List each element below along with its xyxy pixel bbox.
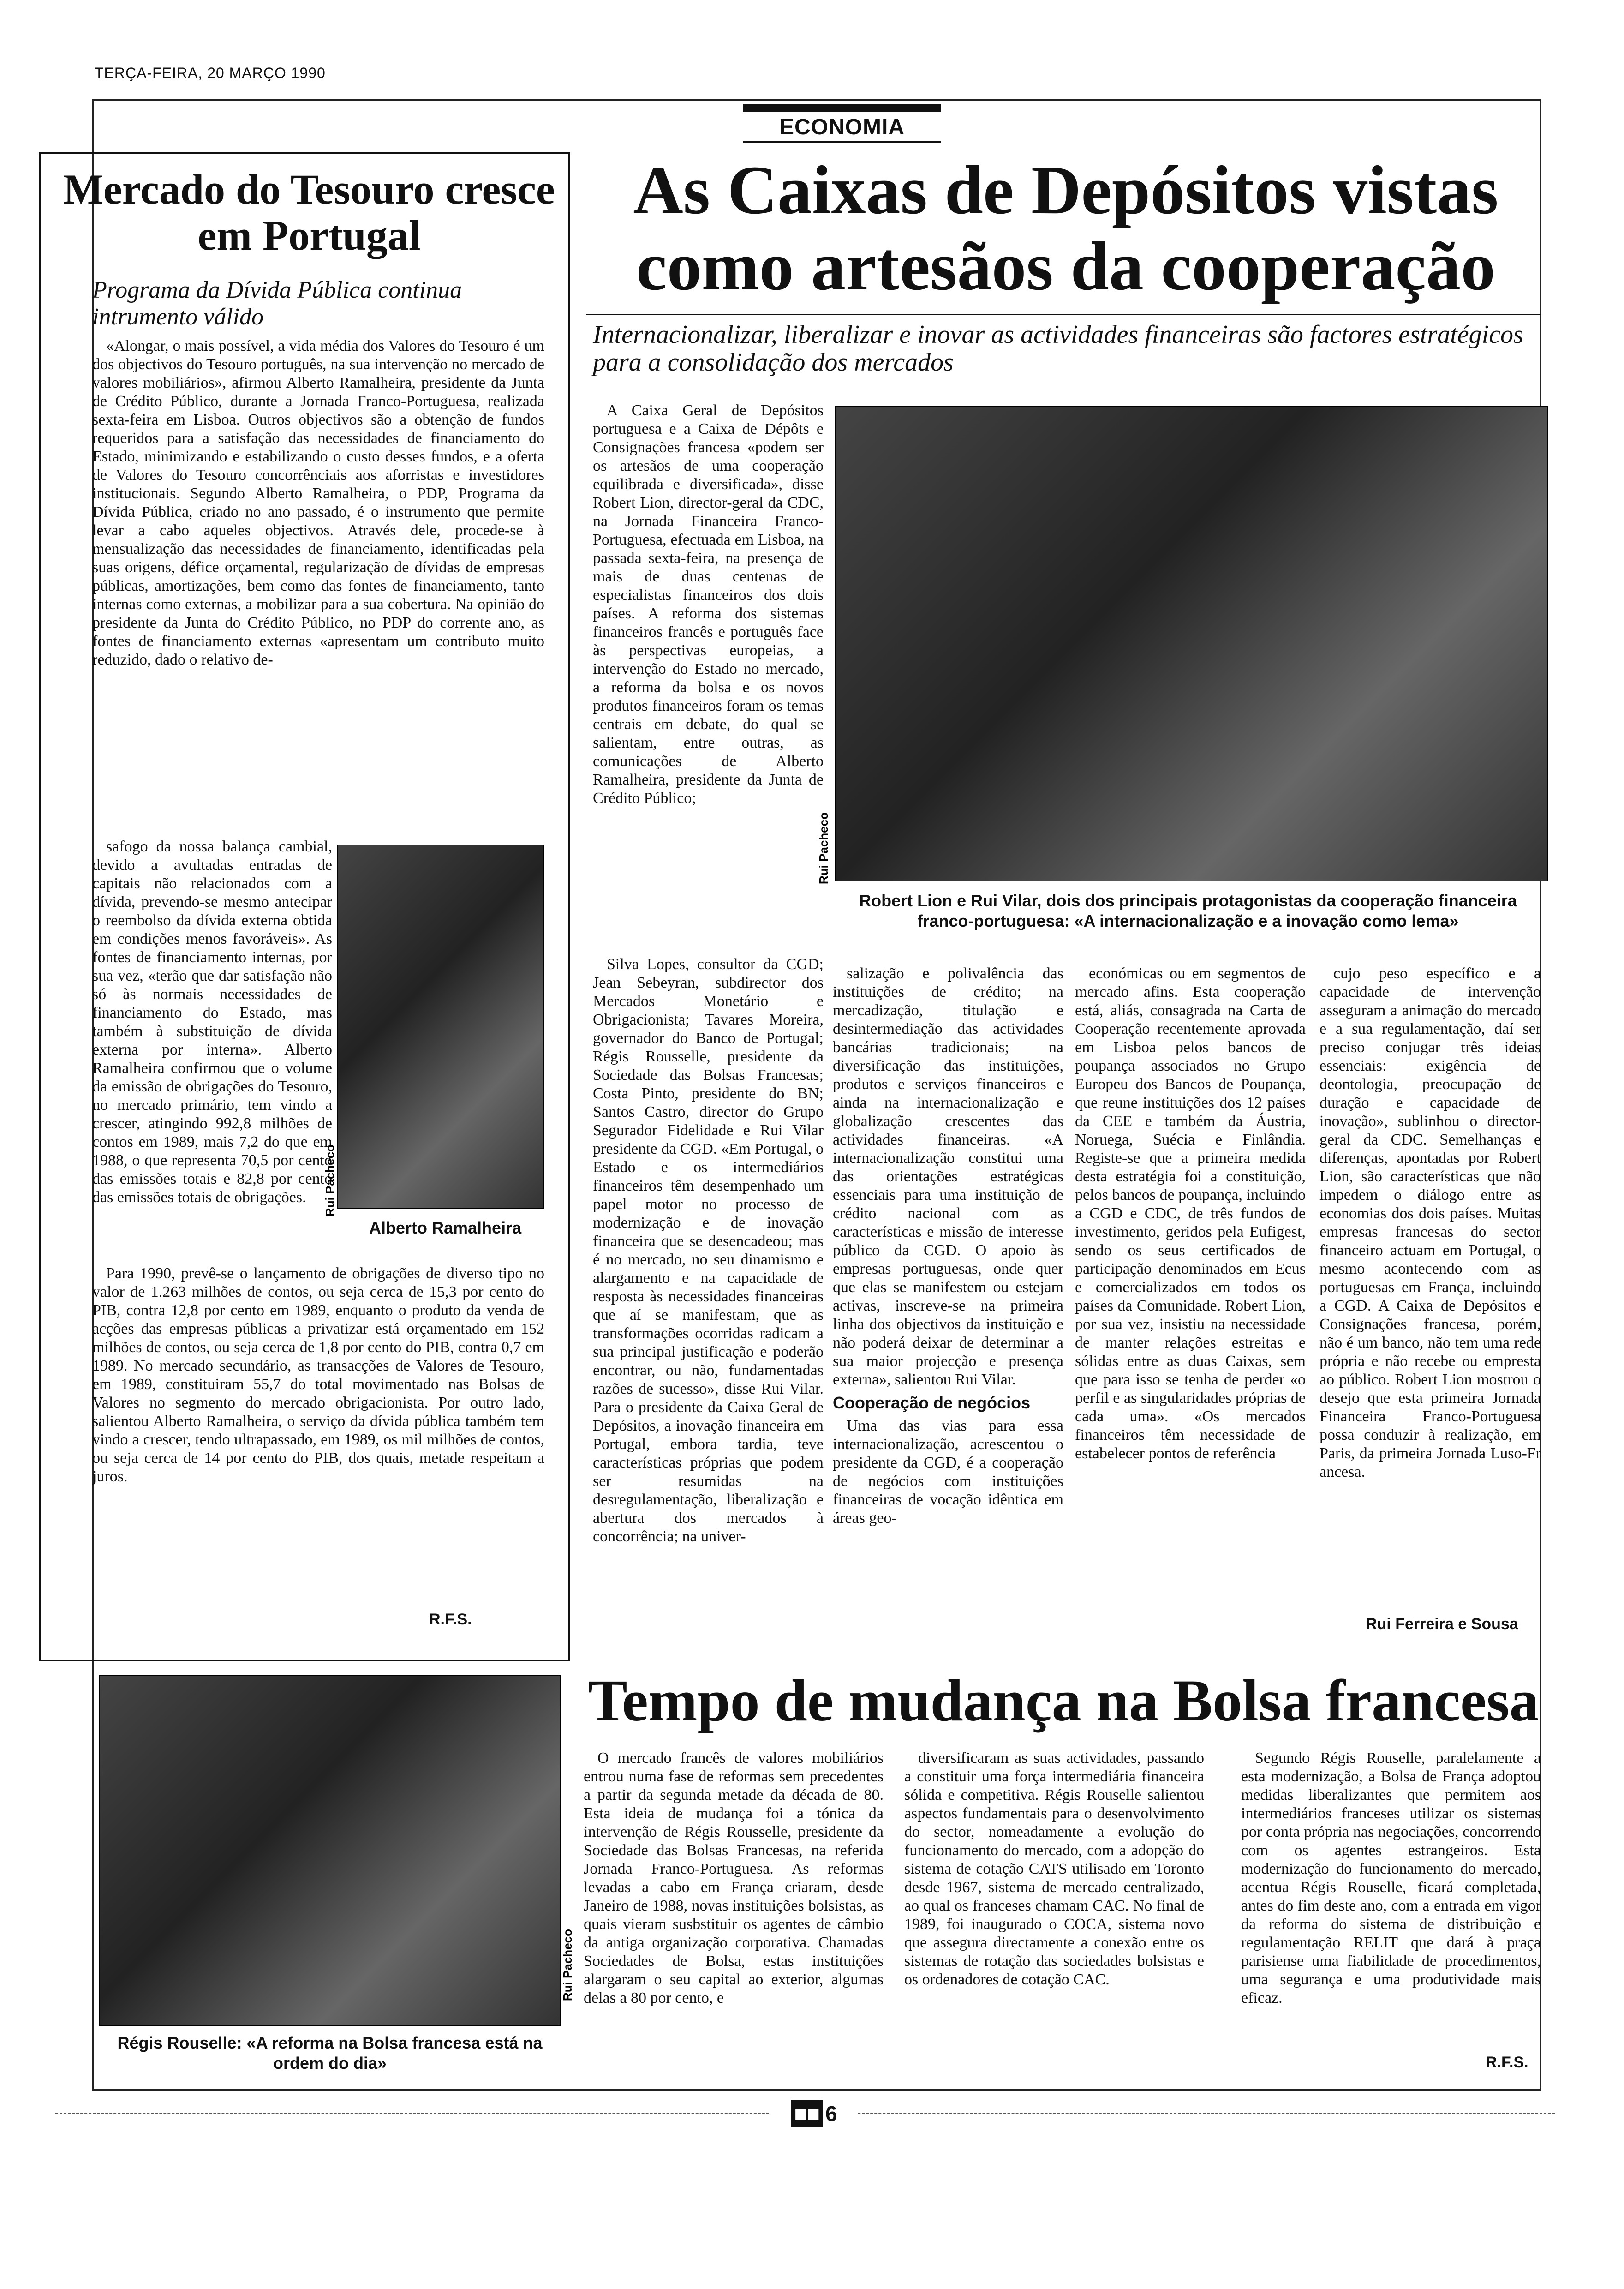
- regis-rousselle-photo: [99, 1675, 561, 2026]
- left-story-title: Mercado do Tesouro cresce em Portugal: [63, 166, 555, 259]
- left-story-text-a: «Alongar, o mais possível, a vida média dos Valores do Tesouro é um dos objectivos do Tesouro português, na sua intervenção no mercado de valores mobiliários», afirmou Alberto Ramalheira, presidente da Junta de Crédito Público, durante a Jornada Franco-Portuguesa, realizada sexta-feira em Lisboa. Outros objectivos são a obtenção de fundos requeridos para a satisfação das necessidades de financiamento do Estado, minimizando e estabilizando o custo desses fundos, e a oferta de Valores do Tesouro concorrênciais aos aforristas e investidores institucionais. Segundo Alberto Ramalheira, o PDP, Programa da Dívida Pública, criado no ano passado, é o instrumento que permite levar a cabo aqueles objectivos. Através dele, procede-se à mensualização das necessidades de financiamento, identificadas pela suas origens, défice orçamental, regularização de dívidas de empresas públicas, amortizações, bem como das fontes de financiamento, tanto internas como externas, a mobilizar para a sua cobertura. Na opinião do presidente da Junta do Crédito Público, no PDP do corrente ano, as fontes de financiamento externas «apresentam um contributo muito reduzido, dado o relativo de-: [92, 337, 544, 668]
- main-story-column-3: económicas ou em segmentos de mercado afins. Esta cooperação está, aliás, consagrada na Carta de Cooperação recentemente aprovada em Lisboa pelos bancos de poupança associados no Grupo Europeu dos Bancos de Poupança, que reune instituições dos 12 países da CEE e também da Áustria, Noruega, Suécia e Finlândia. Registe-se que a primeira medida desta estratégia foi a constituição, pelos bancos de poupança, incluindo a CGD e CDC, de três fundos de investimento, geridos pela Eufigest, sendo os seus certificados de participação denominados em Ecus e comercializados em todos os países da Comunidade. Robert Lion, por sua vez, insistiu na necessidade de manter relações estreitas e sólidas entre as duas Caixas, sem que para isso se tenha de perder «o perfil e as singularidades próprias de cada uma». «Os mercados financeiros têm necessidade de estabelecer pontos de referência: [1075, 965, 1306, 1462]
- left-story-text-c: Para 1990, prevê-se o lançamento de obrigações de diverso tipo no valor de 1.263 milhões de contos, ou seja cerca de 15,3 por cento do PIB, contra 12,8 por cento em 1989, enquanto o produto da venda de acções das empresas públicas a privatizar está orçamentado em 152 milhões de contos, ou seja cerca de 1,8 por cento do PIB, contra 0,7 em 1989. No mercado secundário, as transacções de Valores de Tesouro, em 1989, constituiram 55,7 do total movimentado nas Bolsas de Valores no segmento do mercado obrigacionista. Por outro lado, salientou Alberto Ramalheira, o serviço da dívida pública também tem vindo a crescer, tendo ultrapassado, em 1989, os mil milhões de contos, ou seja cerca de 14 por cento do PIB, dos quais, metade respeitam a juros.: [92, 1265, 544, 1485]
- main-story-column-2: salização e polivalência das instituições de crédito; na mercadização, titulação e desintermediação das actividades bancárias tradicionais; na diversificação das instituições, produtos e serviços financeiros e ainda na internacionalização e globalização crescentes das actividades financeiras. «A internacionalização constitui uma das orientações estratégicas essenciais para uma instituição de crédito nacional com as características e missão de interesse público da CGD. O apoio às empresas portuguesas, onde quer que elas se manifestem ou estejam activas, inscreve-se na primeira linha dos objectivos da instituição e não poderá deixar de determinar a sua maior projecção e presença externa», salientou Rui Vilar. Cooperação de negócios Uma das vias para essa internacionalização, acrescentou o presidente da CGD, é a cooperação de negócios com instituições financeiras de vocação idêntica em áreas geo-: [833, 965, 1063, 1527]
- main-story-column-1b: Silva Lopes, consultor da CGD; Jean Sebeyran, subdirector dos Mercados Monetário e Obrigacionista; Tavares Moreira, governador do Banco de Portugal; Régis Rousselle, presidente da Sociedade das Bolsas Francesas; Costa Pinto, presidente do BN; Santos Castro, director do Grupo Segurador Fidelidade e Rui Vilar presidente da CGD. «Em Portugal, o Estado e os intermediários financeiros têm desempenhado um papel motor no processo de modernização e de inovação financeira que se desencadeou; mas é no mercado, no seu dinamismo e alargamento e na capacidade de resposta às necessidades financeiras que aí se manifestam, que as transformações ocorridas radicam a sua principal justificação e poderão encontrar, ou não, fundamentadas razões de sucesso», disse Rui Vilar. Para o presidente da Caixa Geral de Depósitos, a inovação financeira em Portugal, embora tardia, teve características próprias que podem ser resumidas na desregulamentação, liberalização e abertura dos mercados à concorrência; na univer-: [593, 956, 824, 1545]
- page-number: ■■ 6: [770, 2100, 858, 2127]
- logo-mark: ■■: [791, 2100, 823, 2127]
- section-label: ECONOMIA: [779, 115, 905, 139]
- main-story-column-1: A Caixa Geral de Depósitos portuguesa e a Caixa de Dépôts e Consignações francesa «podem ser os artesãos de uma cooperação equilibrada e diversificada», disse Robert Lion, director-geral da CDC, na Jornada Financeira Franco-Portuguesa, efectuada em Lisboa, na passada sexta-feira, na presença de mais de duas centenas de especialistas financeiros dos dois países. A reforma dos sistemas financeiros francês e português face às perspectivas europeias, a intervenção do Estado no mercado, a reforma da bolsa e os novos produtos financeiros foram os temas centrais em debate, do qual se salientam, entre outras, as comunicações de Alberto Ramalheira, presidente da Junta de Crédito Público;: [593, 402, 824, 807]
- left-story-signature: R.F.S.: [429, 1611, 472, 1628]
- left-story-text-b: safogo da nossa balança cambial, devido a avultadas entradas de capitais não relacionados com a dívida, prevendo-se mesmo antecipar o reembolso da dívida externa obtida em condições menos favoráveis». As fontes de financiamento internas, por sua vez, «terão que dar satisfação não só às normais necessidades de financiamento do Estado, mas também à substituição de dívida externa por interna». Alberto Ramalheira confirmou que o volume da emissão de obrigações do Tesouro, no mercado primário, tem vindo a crescer, atingindo 992,8 milhões de contos em 1989, mais 7,2 do que em 1988, o que representa 70,5 por cento das emissões totais e 82,8 por cento das emissões totais de obrigações.: [92, 838, 332, 1206]
- section-bar: [743, 104, 941, 112]
- main-story-column-4: cujo peso específico e a capacidade de intervenção asseguram a animação do mercado e a sua regulamentação, daí ser preciso conjugar três ideias essenciais: exigência de deontologia, preocupação de duração e capacidade de inovação», sublinhou o director-geral da CDC. Semelhanças e diferenças, apontadas por Robert Lion, são características que não impedem o diálogo entre as economias dos dois países. Muitas empresas francesas do sector financeiro actuam em Portugal, o mesmo acontecendo com as portuguesas em França, incluindo a CGD. A Caixa de Depósitos e Consignações francesa, porém, não é um banco, não tem uma rede própria e não recebe ou empresta ao público. Robert Lion mostrou o desejo que esta primeira Jornada Financeira Franco-Portuguesa possa conduzir à realização, em Paris, da primeira Jornada Luso-Fr ancesa.: [1320, 965, 1541, 1480]
- main-story-title: As Caixas de Depósitos vistas como artesãos da cooperação: [633, 152, 1499, 305]
- photo-credit: Rui Pacheco: [561, 1929, 574, 2001]
- photo-credit: Rui Pacheco: [323, 1144, 337, 1217]
- conference-photo: [835, 406, 1548, 881]
- bottom-story-column-3: Segundo Régis Rouselle, paralelamente a esta modernização, a Bolsa de França adoptou medidas liberalizantes que permitem aos intermediários franceses utilizar os sistemas por conta própria nas negociações, concorrendo com os agentes estrangeiros. Esta modernização do funcionamento do mercado, acentua Régis Rouselle, ficará completada, antes do fim deste ano, com a entrada em vigor da reforma do sistema de distribuição e regulamentação RELIT que dará à praça parisiense uma fiabilidade de procedimentos, uma segurança e uma produtividade mais eficaz.: [1241, 1750, 1541, 2007]
- main-story-signature: Rui Ferreira e Sousa: [1366, 1615, 1518, 1633]
- photo-caption: Robert Lion e Rui Vilar, dois dos principais protagonistas da cooperação financeira franco-portuguesa: «A internacionalização e a inovação como lema»: [859, 891, 1517, 930]
- main-story-rule: [586, 314, 1541, 315]
- bottom-story-column-2: diversificaram as suas actividades, passando a constituir uma força intermediária financeira sólida e competitiva. Régis Rouselle salientou aspectos fundamentais para o desenvolvimento do sector, nomeadamente a evolução do funcionamento do mercado, com a adopção do sistema de cotação CATS utilisado em Toronto desde 1967, sistema de mercado centralizado, ao qual os franceses chamam CAC. No final de 1989, foi inaugurado o COCA, sistema novo que assegura directamente a conexão entre os sistemas de rotação das sociedades bolsistas e os ordenadores de cotação CAC.: [904, 1750, 1204, 1988]
- section-rule: [743, 141, 941, 143]
- alberto-ramalheira-photo: [337, 845, 544, 1209]
- subheading: Cooperação de negócios: [833, 1393, 1031, 1412]
- photo-credit: Rui Pacheco: [817, 812, 830, 885]
- bottom-story-column-1: O mercado francês de valores mobiliários entrou numa fase de reformas sem precedentes a partir da segunda metade da década de 80. Esta ideia de mudança foi a tónica da intervenção de Régis Rousselle, presidente da Sociedade das Bolsas Francesas, na referida Jornada Franco-Portuguesa. As reformas levadas a cabo em França criaram, desde Janeiro de 1988, novas instituições bolsistas, as quais vieram susbstituir os agentes de câmbio da antiga organização corporativa. Chamadas Sociedades de Bolsa, estas instituições alargaram o seu capital ao exterior, algumas delas a 80 por cento, e: [584, 1750, 884, 2007]
- main-story-subtitle: Internacionalizar, liberalizar e inovar as actividades financeiras são factores estratégicos para a consolidação dos mercados: [593, 320, 1523, 377]
- photo-caption: Alberto Ramalheira: [369, 1218, 522, 1237]
- dateline: TERÇA-FEIRA, 20 MARÇO 1990: [95, 65, 326, 81]
- bottom-story-signature: R.F.S.: [1486, 2054, 1528, 2071]
- left-story-subtitle: Programa da Dívida Pública continua intrumento válido: [92, 277, 462, 330]
- photo-caption: Régis Rouselle: «A reforma na Bolsa francesa está na ordem do dia»: [117, 2033, 543, 2073]
- bottom-story-title: Tempo de mudança na Bolsa francesa: [588, 1668, 1539, 1733]
